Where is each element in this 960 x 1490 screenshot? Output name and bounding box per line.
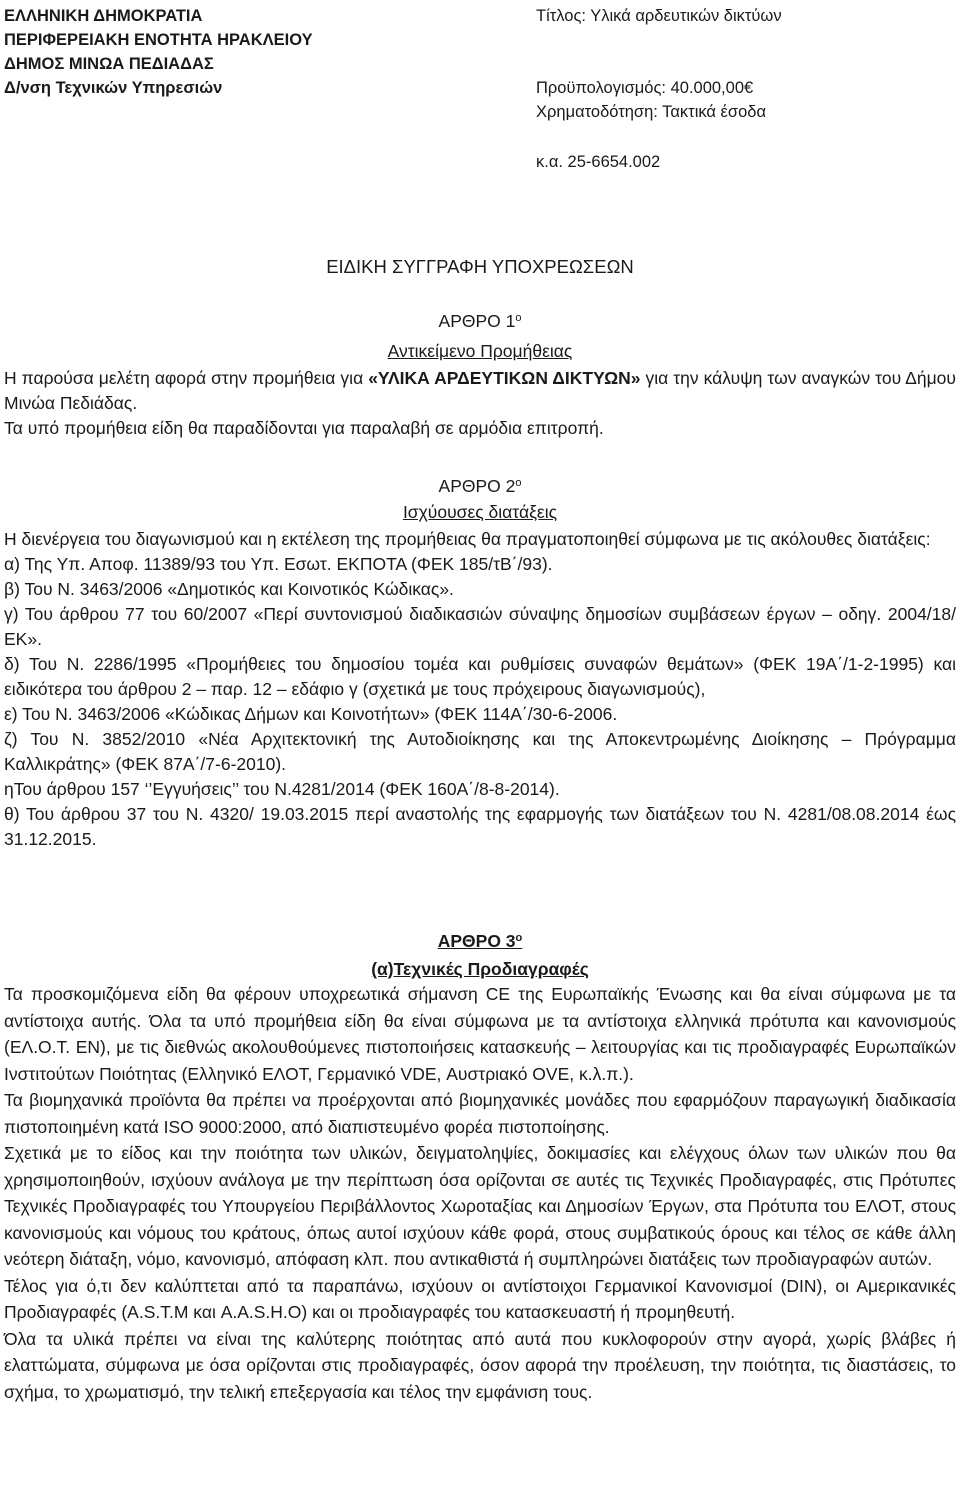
article-3-subtitle: (α)Τεχνικές Προδιαγραφές <box>371 959 589 979</box>
paragraph: Όλα τα υλικά πρέπει να είναι της καλύτερης ποιότητας από αυτά που κυκλοφορούν στην αγορά, χωρίς βλάβες ή ελαττώματα, σύμφωνα με όσα ορίζονται στις προδιαγραφές, όσον αφορά την προέλευση, την ποιότητα, τις διαστάσεις, το σχήμα, το χρωματισμό, την τελική επεξεργασία και τέλος την εμφάνιση τους. <box>4 1328 956 1402</box>
issuer-block <box>4 4 313 100</box>
paragraph: Τα προσκομιζόμενα είδη θα φέρουν υποχρεωτικά σήμανση CE της Ευρωπαϊκής Ένωσης και θα είναι σύμφωνα με τα αντίστοιχα αυτής. Όλα τα υπό προμήθεια είδη θα είναι σύμφωνα με τα αντίστοιχα ελληνικά πρότυπα και κανονισμούς (ΕΛ.Ο.Τ. ΕΝ), με τις διεθνώς ακολουθούμενες πιστοποιήσεις κατασκευής – λειτουργίας και τις προδιαγραφές Ευρωπαϊκών Ινστιτούτων Ποιότητας (Ελληνικό ΕΛΟΤ, Γερμανικό VDE, Αυστριακό OVE, κ.λ.π.). <box>4 984 956 1084</box>
article-2-subtitle: Ισχύουσες διατάξεις <box>402 502 558 522</box>
project-title: Τίτλος: Υλικά αρδευτικών δικτύων <box>536 7 782 25</box>
issuer-line: Δ/νση Τεχνικών Υπηρεσιών <box>4 79 223 97</box>
budget-code: κ.α. 25-6654.002 <box>536 153 661 171</box>
list-item: δ) Του Ν. 2286/1995 «Προμήθειες του δημοσίου τομέα και ρυθμίσεις συναφών θεμάτων» (ΦΕΚ 19Α΄/1-2-1995) και ειδικότερα του άρθρου 2 – παρ. 12 – εδάφιο γ (σχετικά με τους πρόχειρους διαγωνισμούς), <box>4 654 956 699</box>
issuer-line: ΔΗΜΟΣ ΜΙΝΩΑ ΠΕΔΙΑΔΑΣ <box>4 55 214 73</box>
article-1-body <box>4 366 956 441</box>
list-item: γ) Του άρθρου 77 του 60/2007 «Περί συντονισμού διαδικασιών σύναψης δημοσίων συμβάσεων έργων – οδηγ. 2004/18/ΕΚ». <box>4 604 956 649</box>
funding: Χρηματοδότηση: Τακτικά έσοδα <box>536 103 766 121</box>
list-item: ζ) Του Ν. 3852/2010 «Νέα Αρχιτεκτονική της Αυτοδιοίκησης και της Αποκεντρωμένης Διοίκησης – Πρόγραμμα Καλλικράτης» (ΦΕΚ 87Α΄/7-6-2010). <box>4 729 956 774</box>
list-item: ηΤου άρθρου 157 ‘’Εγγυήσεις’’ του Ν.4281/2014 (ΦΕΚ 160Α΄/8-8-2014). <box>4 779 560 799</box>
issuer-line: ΠΕΡΙΦΕΡΕΙΑΚΗ ΕΝΟΤΗΤΑ ΗΡΑΚΛΕΙΟΥ <box>4 31 313 49</box>
list-item: θ) Του άρθρου 37 του Ν. 4320/ 19.03.2015 περί αναστολής της εφαρμογής των διατάξεων του Ν. 4281/08.08.2014 έως 31.12.2015. <box>4 804 956 849</box>
issuer-line: ΕΛΛΗΝΙΚΗ ΔΗΜΟΚΡΑΤΙΑ <box>4 7 203 25</box>
paragraph: Τέλος για ό,τι δεν καλύπτεται από τα παραπάνω, ισχύουν οι αντίστοιχοι Γερμανικοί Κανονισμοί (DIN), οι Αμερικανικές Προδιαγραφές (A.S.T.M και A.A.S.H.O) και οι προδιαγραφές του κατασκευαστή ή προμηθευτή. <box>4 1275 956 1322</box>
article-1-subtitle: Αντικείμενο Προμήθειας <box>387 341 573 361</box>
paragraph: Η διενέργεια του διαγωνισμού και η εκτέλεση της προμήθειας θα πραγματοποιηθεί σύμφωνα με τις ακόλουθες διατάξεις: <box>4 529 931 549</box>
article-2-heading: ΑΡΘΡΟ $2^o$ <box>438 476 522 496</box>
document-title: ΕΙΔΙΚΗ ΣΥΓΓΡΑΦΗ ΥΠΟΧΡΕΩΣΕΩΝ <box>326 256 634 277</box>
budget: Προϋπολογισμός: 40.000,00€ <box>536 79 754 97</box>
paragraph: Σχετικά με το είδος και την ποιότητα των υλικών, δειγματοληψίες, δοκιμασίες και ελέγχους όλων των υλικών που θα χρησιμοποιηθούν, ισχύουν ανάλογα με την περίπτωση όσα ορίζονται σε αυτές τις Τεχνικές Προδιαγραφές, στις Πρότυπες Τεχνικές Προδιαγραφές του Υπουργείου Περιβάλλοντος Χωροταξίας και Δημοσίων Έργων, στα Πρότυπα του ΕΛΟΤ, στους κανονισμούς και νόμους του κράτους, όπως αυτοί ισχύουν κάθε φορά, στους συμβατικούς όρους και τέλος σε κάθε άλλη νεότερη διάταξη, νόμο, κανονισμό, απόφαση κλπ. που αντικαθιστά ή συμπληρώνει διατάξεις των προδιαγραφών αυτών. <box>4 1143 956 1269</box>
list-item: α) Της Υπ. Αποφ. 11389/93 του Υπ. Εσωτ. ΕΚΠΟΤΑ (ΦΕΚ 185/τΒ΄/93). <box>4 554 553 574</box>
list-item: β) Του Ν. 3463/2006 «Δημοτικός και Κοινοτικός Κώδικας». <box>4 579 454 599</box>
paragraph: Τα βιομηχανικά προϊόντα θα πρέπει να προέρχονται από βιομηχανικές μονάδες που εφαρμόζουν παραγωγική διαδικασία πιστοποιημένη κατά ISO 9000:2000, από διαπιστευμένο φορέα πιστοποίησης. <box>4 1090 956 1137</box>
article-3-body <box>4 981 956 1405</box>
article-1-heading: ΑΡΘΡΟ $1^o$ <box>438 311 522 331</box>
list-item: ε) Του Ν. 3463/2006 «Κώδικας Δήμων και Κοινοτήτων» (ΦΕΚ 114Α΄/30-6-2006. <box>4 704 618 724</box>
paragraph: Η παρούσα μελέτη αφορά στην προμήθεια για «ΥΛΙΚΑ ΑΡΔΕΥΤΙΚΩΝ ΔΙΚΤΥΩΝ» για την κάλυψη των αναγκών του Δήμου Μινώα Πεδιάδας. <box>4 368 956 413</box>
paragraph: Τα υπό προμήθεια είδη θα παραδίδονται για παραλαβή σε αρμόδια επιτροπή. <box>4 418 604 438</box>
article-3-heading: ΑΡΘΡΟ $3^o$ <box>437 931 523 951</box>
article-2-body <box>4 529 956 852</box>
